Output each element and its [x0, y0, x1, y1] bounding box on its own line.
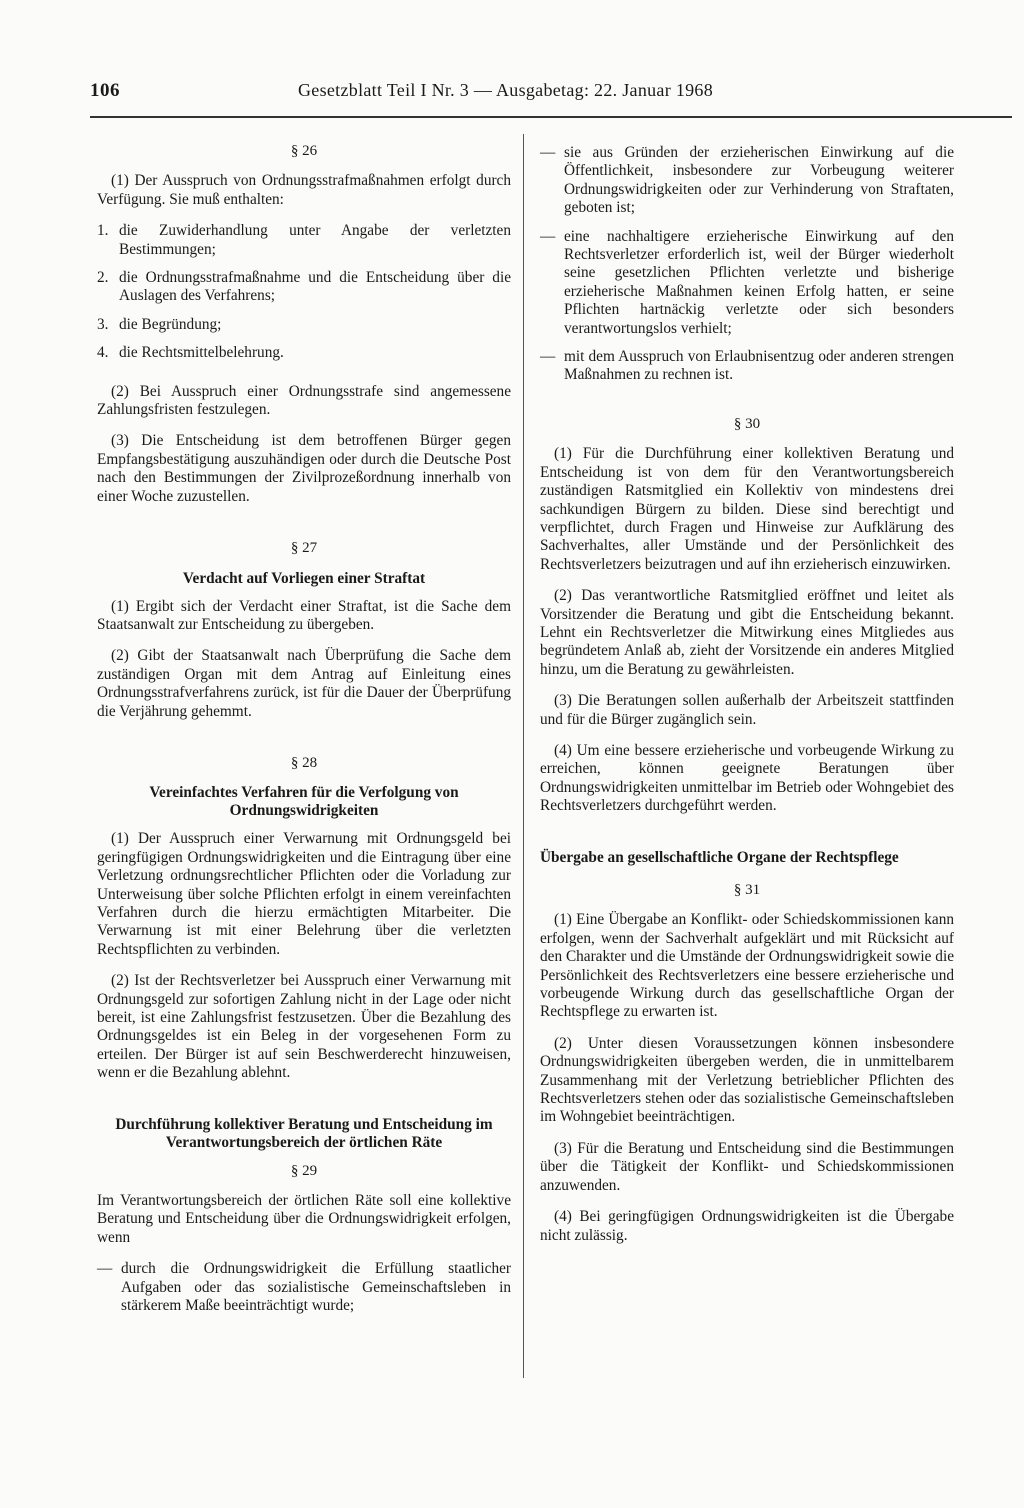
s31-paragraph-4: (4) Bei geringfügigen Ordnungswidrigkeiten ist die Übergabe nicht zulässig.: [540, 1208, 954, 1244]
s31-paragraph-1: (1) Eine Übergabe an Konflikt- oder Schiedskommissionen kann erfolgen, wenn der Sachverhalt aufgeklärt und mit Rücksicht auf den Charakter und die Umstände der Ordnungswidrigkeit sowie die Persönlichkeit des Rechtsverletzers eine bessere erzieherische und vorbeugende Wirkung durch das gesellschaftliche Organ der Rechtspflege zu erwarten ist.: [540, 911, 954, 1021]
dash-text: eine nachhaltigere erzieherische Einwirkung auf den Rechtsverletzer erforderlich ist, weil der Bürger wiederholt seine gesetzlichen Pflichten verletzte und bisherige erzieherische Maßnahmen keinen Erfolg hatten, er seine Pflichten hartnäckig verletzte oder sich besonders verantwortungslos verhielt;: [564, 227, 954, 337]
section-sign-30: § 30: [733, 415, 761, 432]
left-column: [97, 142, 511, 1325]
column-divider: [523, 134, 524, 1378]
s30-paragraph-4: (4) Um eine bessere erzieherische und vorbeugende Wirkung zu erreichen, können geeignete Beratungen über Ordnungswidrigkeiten unmittelbar im Betrieb oder Wohngebiet des Rechtsverletzers durchgeführt werden.: [540, 741, 954, 815]
header-rule: [90, 116, 1012, 118]
list-text: die Ordnungsstrafmaßnahme und die Entscheidung über die Auslagen des Verfahrens;: [119, 269, 511, 305]
page-header: [90, 80, 1010, 110]
dash-mark: —: [540, 144, 556, 161]
s29-heading: Durchführung kollektiver Beratung und Entscheidung im Verantwortungsbereich der örtlichen Räte: [115, 1115, 493, 1151]
s27-paragraph-1: (1) Ergibt sich der Verdacht einer Straftat, ist die Sache dem Staatsanwalt zur Entscheidung zu übergeben.: [97, 597, 511, 633]
s28-paragraph-2: (2) Ist der Rechtsverletzer bei Ausspruch einer Verwarnung mit Ordnungsgeld zur sofortigen Zahlung nicht in der Lage oder nicht bereit, ist eine Zahlungsfrist festzusetzen. Über die Bezahlung des Ordnungsgeldes ist ein Beleg in der vorgesehenen Form zu erteilen. Der Bürger ist auf sein Beschwerderecht hinzuweisen, wenn er die Bezahlung ablehnt.: [97, 972, 511, 1082]
section-sign-28: § 28: [290, 754, 318, 771]
s31-heading: Übergabe an gesellschaftliche Organe der Rechtspflege: [540, 848, 899, 866]
dash-item: [540, 144, 954, 218]
dash-text: durch die Ordnungswidrigkeit die Erfüllung staatlicher Aufgaben oder das sozialistische Gemeinschaftsleben in stärkerem Maße beeinträchtigt wurde;: [121, 1260, 511, 1315]
dash-mark: —: [540, 348, 556, 366]
list-text: die Begründung;: [119, 315, 222, 333]
dash-text: mit dem Ausspruch von Erlaubnisentzug oder anderen strengen Maßnahmen zu rechnen ist.: [564, 348, 954, 384]
s29-paragraph-1: Im Verantwortungsbereich der örtlichen Räte soll eine kollektive Beratung und Entscheidung über die Ordnungswidrigkeit erfolgen, wenn: [97, 1192, 511, 1246]
s30-paragraph-3: (3) Die Beratungen sollen außerhalb der Arbeitszeit stattfinden und für die Bürger zugänglich sein.: [540, 692, 954, 728]
list-item: [97, 269, 511, 306]
list-number: 4.: [97, 344, 109, 362]
s26-paragraph-3: (3) Die Entscheidung ist dem betroffenen Bürger gegen Empfangsbestätigung auszuhändigen oder durch die Deutsche Post nach den Bestimmungen der Zivilprozeßordnung innerhalb von einer Woche zuzustellen.: [97, 432, 511, 505]
list-item: [97, 316, 511, 334]
s28-paragraph-1: (1) Der Ausspruch einer Verwarnung mit Ordnungsgeld bei geringfügigen Ordnungswidrigkeiten und die Eintragung über eine Verletzung ordnungsrechtlicher Pflichten oder die Vorladung zur Unterweisung über solche Pflichten erfolgt in einem vereinfachten Verfahren durch die hierzu ermächtigten Mitarbeiter. Die Verwarnung ist mit einer Belehrung über die verletzten Rechtspflichten zu verbinden.: [97, 830, 511, 958]
s26-paragraph-1: (1) Der Ausspruch von Ordnungsstrafmaßnahmen erfolgt durch Verfügung. Sie muß enthalten:: [97, 172, 511, 208]
list-item: [97, 222, 511, 259]
page-number: 106: [90, 80, 120, 101]
list-text: die Zuwiderhandlung unter Angabe der verletzten Bestimmungen;: [119, 222, 511, 258]
section-sign-31: § 31: [733, 882, 761, 898]
dash-item: [97, 1260, 511, 1315]
list-number: 1.: [97, 222, 109, 240]
s31-paragraph-3: (3) Für die Beratung und Entscheidung sind die Bestimmungen über die Tätigkeit der Konflikt- und Schiedskommissionen anzuwenden.: [540, 1139, 954, 1194]
s30-paragraph-1: (1) Für die Durchführung einer kollektiven Beratung und Entscheidung ist von dem für den Verantwortungsbereich zuständigen Ratsmitglied ein Kollektiv von mindestens drei sachkundigen Bürgern zu bilden. Diese sind berechtigt und verpflichtet, durch Fragen und Hinweise zur Aufklärung des Sachverhaltes, aller Umstände und der Persönlichkeit des Rechtsverletzers beizutragen und auf ihn erzieherisch einzuwirken.: [540, 445, 954, 573]
s26-paragraph-2: (2) Bei Ausspruch einer Ordnungsstrafe sind angemessene Zahlungsfristen festzulegen.: [97, 382, 511, 419]
s28-heading: Vereinfachtes Verfahren für die Verfolgung von Ordnungswidrigkeiten: [149, 784, 459, 820]
s31-paragraph-2: (2) Unter diesen Voraussetzungen können insbesondere Ordnungswidrigkeiten übergeben werden, die in unmittelbarem Zusammenhang mit der Verletzung betrieblicher Pflichten des Rechtsverletzers stehen oder das sozialistische Gemeinschaftsleben im Wohngebiet beeinträchtigen.: [540, 1034, 954, 1126]
dash-text: sie aus Gründen der erzieherischen Einwirkung auf die Öffentlichkeit, insbesondere zur Vorbeugung weiterer Ordnungswidrigkeiten oder zur Verhinderung von Straftaten, geboten ist;: [564, 144, 954, 217]
section-sign-27: § 27: [290, 540, 318, 557]
list-text: die Rechtsmittelbelehrung.: [119, 344, 284, 362]
list-number: 2.: [97, 269, 109, 287]
s27-paragraph-2: (2) Gibt der Staatsanwalt nach Überprüfung die Sache dem zuständigen Organ mit dem Antrag auf Einleitung eines Ordnungsstrafverfahrens zurück, ist für die Dauer der Überprüfung die Verjährung gehemmt.: [97, 647, 511, 720]
dash-item: [540, 348, 954, 385]
section-sign-26: § 26: [290, 143, 318, 159]
list-item: [97, 344, 511, 362]
section-sign-29: § 29: [290, 1162, 318, 1179]
dash-mark: —: [97, 1260, 113, 1278]
right-column: [540, 144, 954, 1258]
s27-heading: Verdacht auf Vorliegen einer Straftat: [182, 569, 426, 587]
list-number: 3.: [97, 315, 109, 333]
dash-item: [540, 228, 954, 338]
s30-paragraph-2: (2) Das verantwortliche Ratsmitglied eröffnet und leitet als Vorsitzender die Beratung und gibt die Entscheidung bekannt. Lehnt ein Rechtsverletzer die Mitwirkung eines Mitgliedes aus begründetem Anlaß ab, zieht der Vorsitzende ein anderes Mitglied hinzu, um die Beratung zu gewährleisten.: [540, 587, 954, 678]
dash-mark: —: [540, 227, 556, 245]
header-title: Gesetzblatt Teil I Nr. 3 — Ausgabetag: 22. Januar 1968: [298, 80, 714, 100]
